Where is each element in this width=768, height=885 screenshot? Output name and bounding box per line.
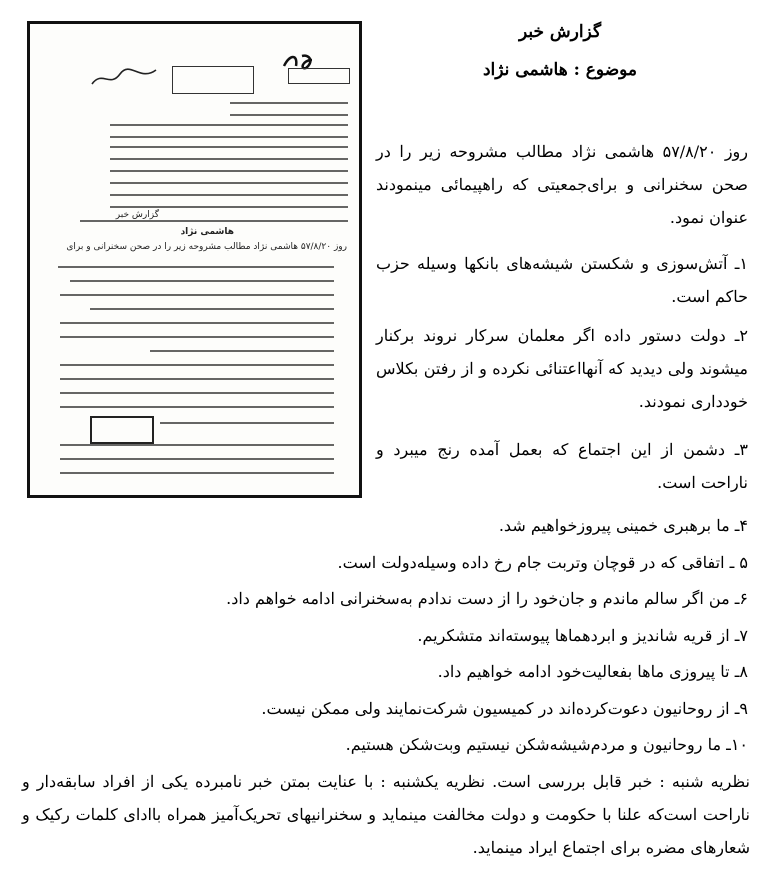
list-item-5: ۵ ـ اتفاقی که در قوچان وتربت جام رخ داده وسیله‌دولت است. — [337, 552, 748, 572]
form-header-box — [172, 66, 254, 94]
list-item-10: ۱۰ـ ما روحانیون و مردم‌شیشه‌شکن نیستیم وبت‌شکن هستیم. — [345, 735, 748, 754]
list-item-3: ۳ـ دشمن از این اجتماع که بعمل آمده رنج میبرد و ناراحت است. — [376, 440, 748, 492]
list-item-7: ۷ـ از قریه شاندیز و ابردهماها پیوسته‌اند متشکریم. — [417, 625, 748, 645]
intro-paragraph: روز ۵۷/۸/۲۰ هاشمی نژاد مطالب مشروحه زیر را در صحن سخنرانی و برای‌جمعیتی که راهپیمائی مینمودند عنوان نمود. — [376, 142, 749, 227]
scan-header: گزارش خبر — [115, 210, 159, 220]
list-item-8: ۸ـ تا پیروزی ماها بفعالیت‌خود ادامه خواهیم داد. — [437, 662, 748, 681]
statement-list — [30, 508, 748, 764]
list-item-4: ۴ـ ما برهبری خمینی پیروزخواهیم شد. — [498, 516, 748, 535]
report-title: گزارش خبر — [518, 22, 602, 42]
remarks-paragraph: نظریه شنبه : خبر قابل بررسی است. نظریه یکشنبه : با عنایت بمتن خبر نامبرده یکی از افراد سابقه‌دار و ناراحت است‌که علنا با حکومت و دولت مخالفت مینماید و سخنرانیهای تحریک‌آمیز همراه باادای کلمات رکیک و شعارهای مضره برای اجتماع ایراد مینماید. — [22, 772, 750, 857]
report-subject: موضوع : هاشمی نژاد — [482, 60, 638, 80]
scanned-document-image — [27, 21, 362, 498]
list-item-1: ۱ـ آتش‌سوزی و شکستن شیشه‌های بانکها وسیله حزب حاکم است. — [376, 254, 748, 306]
signature-mark — [90, 64, 160, 94]
list-item-9: ۹ـ از روحانیون دعوت‌کرده‌اند در کمیسیون شرکت‌نمایند ولی ممکن نیست. — [261, 698, 748, 718]
list-item-6: ۶ـ من اگر سالم ماندم و جان‌خود را از دست ندادم به‌سخنرانی ادامه خواهم داد. — [226, 589, 748, 608]
stamp-mark — [90, 416, 154, 444]
scan-subject: هاشمی نژاد — [180, 227, 234, 237]
list-item-2: ۲ـ دولت دستور داده اگر معلمان سرکار نروند برکنار میشوند ولی دیدید که آنهااعتنائی نکرده و از رفتن بکلاس خودداری نمودند. — [376, 326, 748, 411]
form-class-box — [288, 68, 350, 84]
scan-body-first-line: روز ۵۷/۸/۲۰ هاشمی نژاد مطالب مشروحه زیر را در صحن سخنرانی و برای — [66, 242, 347, 252]
